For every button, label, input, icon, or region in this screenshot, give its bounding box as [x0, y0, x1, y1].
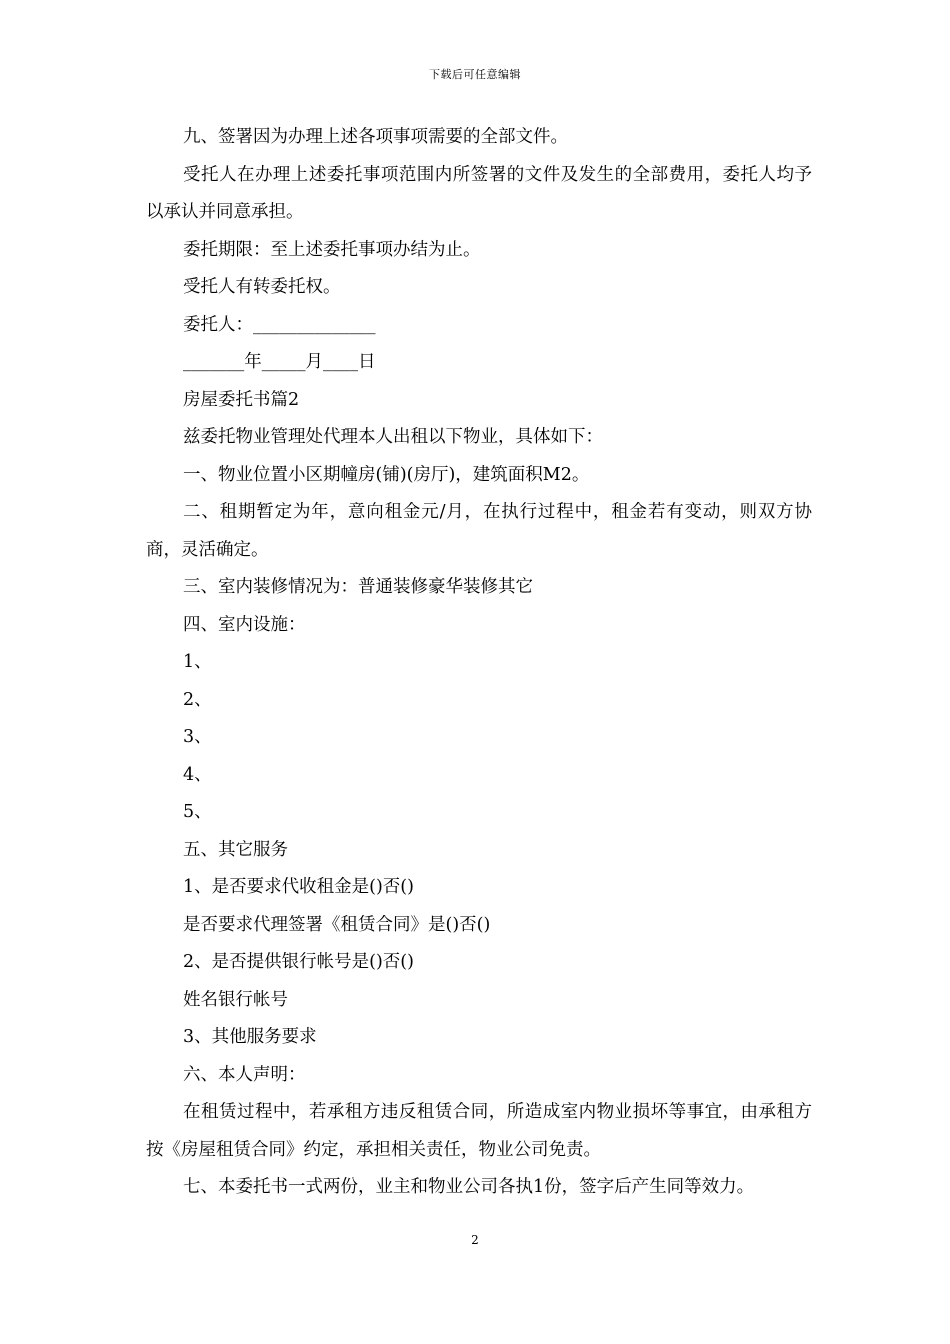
- document-body: [146, 119, 812, 1207]
- paragraph: 四、室内设施：: [183, 614, 306, 635]
- paragraph: 3、其他服务要求: [183, 1027, 317, 1047]
- paragraph: 三、室内装修情况为：普通装修豪华装修其它: [183, 577, 533, 597]
- page-header: 下载后可任意编辑: [429, 68, 521, 81]
- list-item: 5、: [183, 802, 212, 822]
- paragraph: 是否要求代理签署《租赁合同》是()否(): [183, 914, 491, 935]
- paragraph: 五、其它服务: [183, 839, 288, 860]
- paragraph: 一、物业位置小区期幢房(铺)(房厅)，建筑面积M2。: [183, 464, 590, 485]
- paragraph: 二、租期暂定为年，意向租金元/月，在执行过程中，租金若有变动，则双方协商，灵活确定。: [146, 502, 812, 560]
- paragraph: 九、签署因为办理上述各项事项需要的全部文件。: [183, 127, 568, 147]
- paragraph: 受托人在办理上述委托事项范围内所签署的文件及发生的全部费用，委托人均予以承认并同意承担。: [146, 164, 812, 222]
- section-title: 房屋委托书篇2: [183, 389, 300, 410]
- paragraph: 在租赁过程中，若承租方违反租赁合同，所造成室内物业损坏等事宜，由承租方按《房屋租赁合同》约定，承担相关责任，物业公司免责。: [146, 1102, 812, 1160]
- list-item: 1、: [183, 652, 212, 672]
- paragraph: 六、本人声明：: [183, 1064, 306, 1085]
- page-number: 2: [471, 1233, 479, 1247]
- paragraph: 受托人有转委托权。: [183, 277, 341, 297]
- list-item: 3、: [183, 727, 212, 747]
- list-item: 2、: [183, 689, 212, 710]
- paragraph: 2、是否提供银行帐号是()否(): [183, 952, 414, 972]
- paragraph: 七、本委托书一式两份，业主和物业公司各执1份，签字后产生同等效力。: [183, 1177, 755, 1197]
- paragraph: 姓名银行帐号: [183, 989, 288, 1010]
- paragraph: 1、是否要求代收租金是()否(): [183, 877, 414, 897]
- date-line: _______年_____月____日: [183, 352, 376, 372]
- principal-signature-line: 委托人：______________: [183, 314, 376, 335]
- paragraph: 兹委托物业管理处代理本人出租以下物业，具体如下：: [183, 427, 603, 447]
- paragraph: 委托期限：至上述委托事项办结为止。: [183, 239, 481, 260]
- list-item: 4、: [183, 764, 212, 785]
